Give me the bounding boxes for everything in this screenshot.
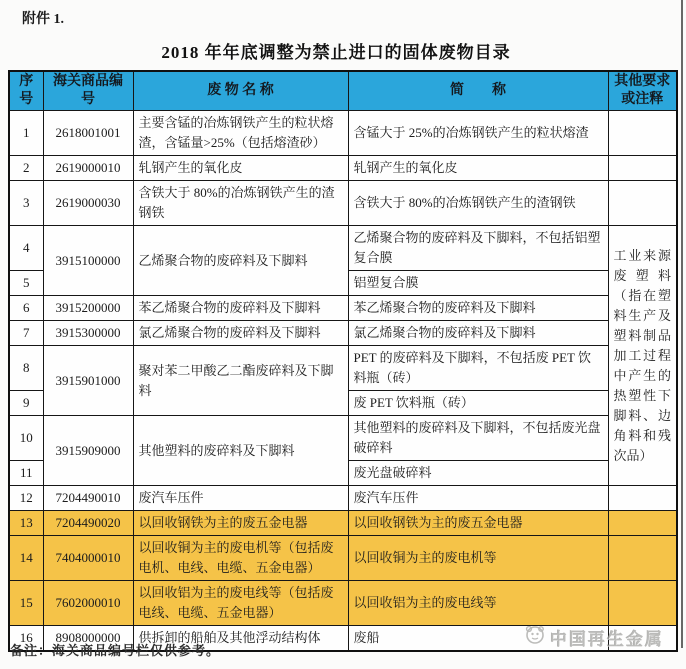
cell-other-requirements bbox=[608, 536, 677, 581]
cell-short-name: 废 PET 饮料瓶（砖） bbox=[348, 391, 608, 416]
table-row bbox=[9, 511, 677, 536]
table-row bbox=[9, 416, 677, 461]
cell-serial-number: 4 bbox=[9, 226, 43, 271]
waste-catalog-table bbox=[8, 70, 678, 652]
cell-customs-code: 7204490010 bbox=[43, 486, 133, 511]
cell-short-name: 含铁大于 80%的冶炼钢铁产生的渣钢铁 bbox=[348, 181, 608, 226]
cell-serial-number: 13 bbox=[9, 511, 43, 536]
table-row bbox=[9, 536, 677, 581]
cell-customs-code: 3915100000 bbox=[43, 226, 133, 296]
cell-serial-number: 15 bbox=[9, 581, 43, 626]
cell-short-name: PET 的废碎料及下脚料，不包括废 PET 饮料瓶（砖） bbox=[348, 346, 608, 391]
cell-waste-name: 含铁大于 80%的冶炼钢铁产生的渣钢铁 bbox=[133, 181, 348, 226]
cell-customs-code: 3915901000 bbox=[43, 346, 133, 416]
cell-short-name: 轧钢产生的氧化皮 bbox=[348, 156, 608, 181]
cell-short-name: 含锰大于 25%的冶炼钢铁产生的粒状熔渣 bbox=[348, 111, 608, 156]
cell-short-name: 以回收铜为主的废电机等 bbox=[348, 536, 608, 581]
header-short: 简 称 bbox=[348, 71, 608, 111]
table-row bbox=[9, 156, 677, 181]
cell-waste-name: 废汽车压件 bbox=[133, 486, 348, 511]
table-row bbox=[9, 181, 677, 226]
cell-short-name: 乙烯聚合物的废碎料及下脚料，不包括铝塑复合膜 bbox=[348, 226, 608, 271]
cell-customs-code: 2618001001 bbox=[43, 111, 133, 156]
table-row bbox=[9, 321, 677, 346]
table-row bbox=[9, 486, 677, 511]
header-name: 废 物 名 称 bbox=[133, 71, 348, 111]
cell-short-name: 铝塑复合膜 bbox=[348, 271, 608, 296]
cell-serial-number: 1 bbox=[9, 111, 43, 156]
cell-other-requirements bbox=[608, 111, 677, 156]
cell-waste-name: 轧钢产生的氧化皮 bbox=[133, 156, 348, 181]
cell-serial-number: 6 bbox=[9, 296, 43, 321]
cell-serial-number: 5 bbox=[9, 271, 43, 296]
header-code: 海关商品编号 bbox=[43, 71, 133, 111]
cell-other-requirements bbox=[608, 581, 677, 626]
cell-other-requirements bbox=[608, 626, 677, 652]
table-header-row bbox=[9, 71, 677, 111]
cell-serial-number: 3 bbox=[9, 181, 43, 226]
cell-serial-number: 11 bbox=[9, 461, 43, 486]
table-row bbox=[9, 226, 677, 271]
cell-other-requirements bbox=[608, 181, 677, 226]
cell-waste-name: 以回收钢铁为主的废五金电器 bbox=[133, 511, 348, 536]
cell-short-name: 以回收钢铁为主的废五金电器 bbox=[348, 511, 608, 536]
header-other: 其他要求或注释 bbox=[608, 71, 677, 111]
attachment-label: 附件 1. bbox=[22, 12, 64, 27]
table-row bbox=[9, 346, 677, 391]
cell-serial-number: 14 bbox=[9, 536, 43, 581]
cell-waste-name: 聚对苯二甲酸乙二酯废碎料及下脚料 bbox=[133, 346, 348, 416]
cell-customs-code: 7204490020 bbox=[43, 511, 133, 536]
table-row bbox=[9, 111, 677, 156]
cell-customs-code: 7404000010 bbox=[43, 536, 133, 581]
cell-other-requirements bbox=[608, 486, 677, 511]
cell-serial-number: 12 bbox=[9, 486, 43, 511]
cell-waste-name: 其他塑料的废碎料及下脚料 bbox=[133, 416, 348, 486]
cell-short-name: 其他塑料的废碎料及下脚料，不包括废光盘破碎料 bbox=[348, 416, 608, 461]
header-seq: 序号 bbox=[9, 71, 43, 111]
cell-customs-code: 3915200000 bbox=[43, 296, 133, 321]
cell-serial-number: 8 bbox=[9, 346, 43, 391]
cell-short-name: 废光盘破碎料 bbox=[348, 461, 608, 486]
cell-customs-code: 3915909000 bbox=[43, 416, 133, 486]
cell-serial-number: 2 bbox=[9, 156, 43, 181]
cell-other-requirements bbox=[608, 511, 677, 536]
watermark-text: 中国再生金属 bbox=[550, 630, 664, 649]
cell-serial-number: 9 bbox=[9, 391, 43, 416]
table-row bbox=[9, 581, 677, 626]
scan-edge-artifact bbox=[681, 0, 683, 648]
cell-customs-code: 3915300000 bbox=[43, 321, 133, 346]
cell-waste-name: 苯乙烯聚合物的废碎料及下脚料 bbox=[133, 296, 348, 321]
cell-short-name: 氯乙烯聚合物的废碎料及下脚料 bbox=[348, 321, 608, 346]
cell-customs-code: 2619000010 bbox=[43, 156, 133, 181]
cell-waste-name: 以回收铜为主的废电机等（包括废电机、电线、电缆、五金电器） bbox=[133, 536, 348, 581]
cell-customs-code: 7602000010 bbox=[43, 581, 133, 626]
document-title: 2018 年年底调整为禁止进口的固体废物目录 bbox=[161, 43, 511, 62]
table-row bbox=[9, 296, 677, 321]
cell-customs-code: 2619000030 bbox=[43, 181, 133, 226]
footnote: 备注：海关商品编号栏仅供参考。 bbox=[10, 643, 221, 658]
cell-waste-name: 主要含锰的冶炼钢铁产生的粒状熔渣，含锰量>25%（包括熔渣砂） bbox=[133, 111, 348, 156]
cell-other-requirements-merged: 工业来源废塑料（指在塑料生产及塑料制品加工过程中产生的热塑性下脚料、边角料和残次品） bbox=[608, 226, 677, 486]
cell-waste-name: 乙烯聚合物的废碎料及下脚料 bbox=[133, 226, 348, 296]
table-body bbox=[9, 111, 677, 652]
cell-other-requirements bbox=[608, 156, 677, 181]
cell-serial-number: 7 bbox=[9, 321, 43, 346]
cell-serial-number: 10 bbox=[9, 416, 43, 461]
cell-serial-number: 16 bbox=[9, 626, 43, 652]
cell-short-name: 废汽车压件 bbox=[348, 486, 608, 511]
cell-short-name: 苯乙烯聚合物的废碎料及下脚料 bbox=[348, 296, 608, 321]
cell-waste-name: 以回收铝为主的废电线等（包括废电线、电缆、五金电器） bbox=[133, 581, 348, 626]
cell-customs-code: 8908000000 bbox=[43, 626, 133, 652]
cell-short-name: 以回收铝为主的废电线等 bbox=[348, 581, 608, 626]
cell-short-name: 废船 bbox=[348, 626, 608, 652]
cell-waste-name: 氯乙烯聚合物的废碎料及下脚料 bbox=[133, 321, 348, 346]
cell-waste-name: 供拆卸的船舶及其他浮动结构体 bbox=[133, 626, 348, 652]
